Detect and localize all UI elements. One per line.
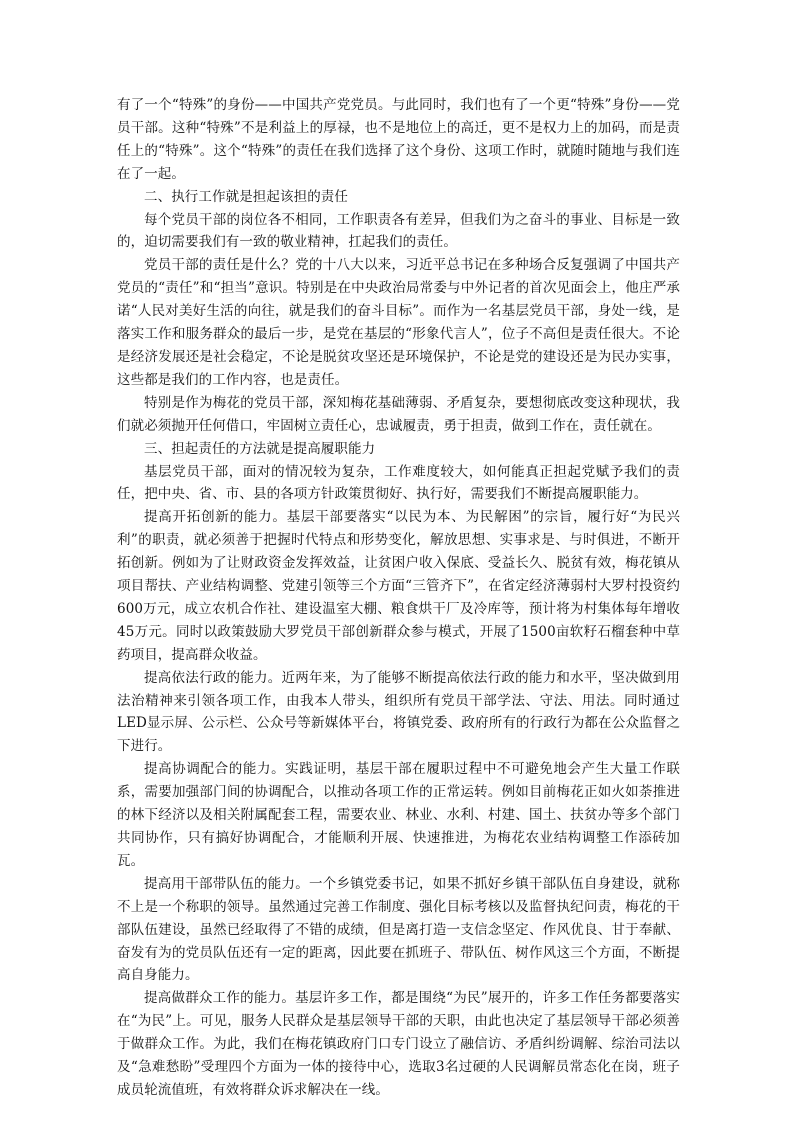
paragraph: 提高用干部带队伍的能力。一个乡镇党委书记，如果不抓好乡镇干部队伍自身建设，就称不上是一个称职的领导。虽然通过完善工作制度、强化目标考核以及监督执纪问责，梅花的干部队伍建设，虽然已经取得了不错的成绩，但是离打造一支信念坚定、作风优良、甘于奉献、奋发有为的党员队伍还有一定的距离，因此要在抓班子、带队伍、树作风这三个方面，不断提高自身能力。 [117, 875, 680, 984]
paragraph: 基层党员干部，面对的情况较为复杂，工作难度较大，如何能真正担起党赋予我们的责任，把中央、省、市、县的各项方针政策贯彻好、执行好，需要我们不断提高履职能力。 [117, 463, 680, 503]
paragraph: 党员干部的责任是什么？党的十八大以来，习近平总书记在多种场合反复强调了中国共产党员的“责任”和“担当”意识。特别是在中央政治局常委与中外记者的首次见面会上，他庄严承诺“人民对美好生活的向往，就是我们的奋斗目标”。而作为一名基层党员干部，身处一线，是落实工作和服务群众的最后一步，是党在基层的“形象代言人”，位子不高但是责任很大。不论是经济发展还是社会稳定，不论是脱贫攻坚还是环境保护，不论是党的建设还是为民办实事，这些都是我们的工作内容，也是责任。 [117, 257, 680, 388]
section-heading-3: 三、担起责任的方法就是提高履职能力 [144, 440, 376, 457]
section-heading-2: 二、执行工作就是担起该担的责任 [144, 188, 348, 205]
paragraph: 提高做群众工作的能力。基层许多工作，都是围绕“为民”展开的，许多工作任务都要落实在“为民”上。可见，服务人民群众是基层领导干部的天职，由此也决定了基层领导干部必须善于做群众工作。为此，我们在梅花镇政府门口专门设立了融信访、矛盾纠纷调解、综治司法以及“急难愁盼”受理四个方面为一体的接待中心，选取3名过硬的人民调解员常态化在岗，班子成员轮流值班，有效将群众诉求解决在一线。 [117, 990, 680, 1098]
paragraph-continued: 有了一个“特殊”的身份——中国共产党党员。与此同时，我们也有了一个更“特殊”身份——党员干部。这种“特殊”不是利益上的厚禄，也不是地位上的高迁，更不是权力上的加码，而是责任上的“特殊”。这个“特殊”的责任在我们选择了这个身份、这项工作时，就随时随地与我们连在了一起。 [117, 97, 680, 182]
paragraph: 提高开拓创新的能力。基层干部要落实“以民为本、为民解困”的宗旨，履行好“为民兴利”的职责，就必须善于把握时代特点和形势变化，解放思想、实事求是、与时俱进，不断开拓创新。例如为了让财政资金发挥效益，让贫困户收入保底、受益长久、脱贫有效，梅花镇从项目帮扶、产业结构调整、党建引领等三个方面“三管齐下”，在省定经济薄弱村大罗村投资约600万元，成立农机合作社、建设温室大棚、粮食烘干厂及冷库等，预计将为村集体每年增收45万元。同时以政策鼓励大罗党员干部创新群众参与模式，开展了1500亩软籽石榴套种中草药项目，提高群众收益。 [117, 509, 680, 663]
paragraph: 特别是作为梅花的党员干部，深知梅花基础薄弱、矛盾复杂，要想彻底改变这种现状，我们就必须抛开任何借口，牢固树立责任心，忠诚履责，勇于担责，做到工作在，责任就在。 [117, 394, 680, 434]
paragraph: 提高协调配合的能力。实践证明，基层干部在履职过程中不可避免地会产生大量工作联系，需要加强部门间的协调配合，以推动各项工作的正常运转。例如目前梅花正如火如荼推进的林下经济以及相关附属配套工程，需要农业、林业、水利、村建、国土、扶贫办等多个部门共同协作，只有搞好协调配合，才能顺利开展、快速推进，为梅花农业结构调整工作添砖加瓦。 [117, 761, 680, 869]
document-page [117, 94, 680, 1102]
paragraph: 每个党员干部的岗位各不相同，工作职责各有差异，但我们为之奋斗的事业、目标是一致的，迫切需要我们有一致的敬业精神，扛起我们的责任。 [117, 211, 680, 251]
paragraph: 提高依法行政的能力。近两年来，为了能够不断提高依法行政的能力和水平，坚决做到用法治精神来引领各项工作，由我本人带头，组织所有党员干部学法、守法、用法。同时通过LED显示屏、公示栏、公众号等新媒体平台，将镇党委、政府所有的行政行为都在公众监督之下进行。 [117, 669, 680, 755]
